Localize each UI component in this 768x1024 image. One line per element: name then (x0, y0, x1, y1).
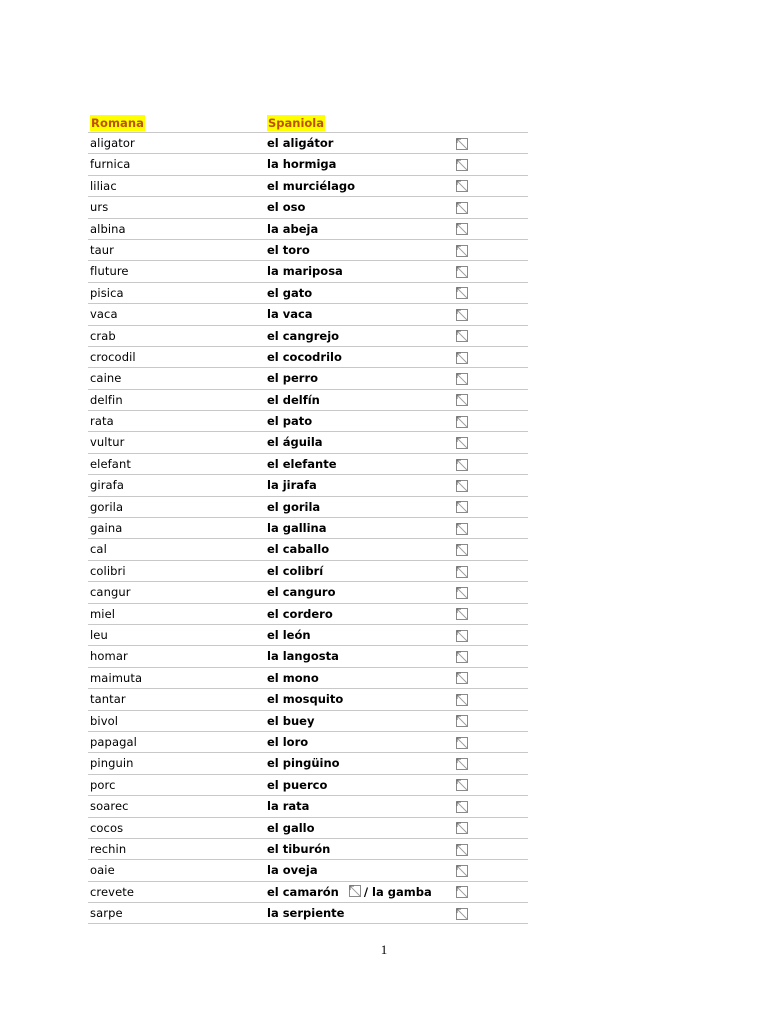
broken-image-icon[interactable] (456, 758, 468, 770)
audio-link-cell[interactable] (456, 458, 468, 470)
romanian-word: sarpe (90, 906, 123, 921)
spanish-word: el cangrejo (267, 328, 340, 343)
audio-link-cell[interactable] (456, 522, 468, 534)
audio-link-cell[interactable] (456, 608, 468, 620)
romanian-word: maimuta (90, 670, 143, 685)
broken-image-icon[interactable] (456, 865, 468, 877)
spanish-word: el perro (267, 371, 319, 386)
spanish-word: el tiburón (267, 841, 331, 856)
table-row (88, 197, 528, 218)
spanish-word: el loro (267, 734, 309, 749)
broken-image-icon[interactable] (456, 501, 468, 513)
audio-link-cell[interactable] (456, 757, 468, 769)
table-row (88, 625, 528, 646)
table-row (88, 347, 528, 368)
spanish-word: el aligátor (267, 136, 334, 150)
broken-image-icon[interactable] (456, 587, 468, 599)
spanish-word: la oveja (267, 863, 318, 878)
spanish-word: el león (267, 627, 311, 642)
table-row (88, 903, 528, 924)
table-header-row (88, 113, 528, 133)
audio-link-cell[interactable] (456, 629, 468, 641)
spanish-word: el elefante (267, 456, 337, 471)
audio-link-cell[interactable] (456, 565, 468, 577)
romanian-word: miel (90, 606, 116, 621)
audio-link-cell[interactable] (456, 394, 468, 406)
audio-link-cell[interactable] (456, 693, 468, 705)
romanian-word: aligator (90, 136, 135, 150)
audio-link-cell[interactable] (456, 886, 468, 898)
broken-image-icon[interactable] (456, 544, 468, 556)
audio-link-cell[interactable] (456, 436, 468, 448)
broken-image-icon[interactable] (456, 886, 468, 898)
page-number: 1 (380, 942, 388, 957)
romanian-word: leu (90, 627, 108, 642)
broken-image-icon[interactable] (456, 437, 468, 449)
audio-link-cell[interactable] (456, 330, 468, 342)
broken-image-icon[interactable] (456, 630, 468, 642)
broken-image-icon[interactable] (456, 159, 468, 171)
audio-link-cell[interactable] (456, 586, 468, 598)
broken-image-icon[interactable] (456, 779, 468, 791)
audio-link-cell[interactable] (456, 672, 468, 684)
spanish-word: el murciélago (267, 178, 355, 193)
romanian-word: furnica (90, 157, 131, 172)
table-row (88, 882, 528, 903)
romanian-word: cal (90, 542, 107, 557)
spanish-word: el delfín (267, 392, 320, 407)
spanish-word: el cordero (267, 606, 333, 621)
table-row (88, 668, 528, 689)
romanian-word: oaie (90, 863, 115, 878)
spanish-word: el mono (267, 670, 319, 685)
romanian-word: homar (90, 649, 128, 664)
romanian-word: gorila (90, 499, 124, 514)
table-row (88, 283, 528, 304)
table-row (88, 539, 528, 560)
audio-link-cell[interactable] (456, 843, 468, 855)
audio-link-cell[interactable] (456, 650, 468, 662)
broken-image-icon[interactable] (456, 245, 468, 257)
spanish-word: el puerco (267, 777, 328, 792)
spanish-word: el águila (267, 435, 323, 450)
table-row (88, 154, 528, 175)
broken-image-icon[interactable] (456, 459, 468, 471)
audio-link-cell[interactable] (456, 244, 468, 256)
table-row (88, 839, 528, 860)
romanian-word: caine (90, 371, 122, 386)
audio-link-cell[interactable] (456, 415, 468, 427)
spanish-word: la abeja (267, 221, 319, 236)
broken-image-icon[interactable] (456, 608, 468, 620)
audio-link-cell[interactable] (456, 907, 468, 919)
table-row (88, 582, 528, 603)
header-spanish-label: Spaniola (268, 116, 325, 130)
broken-image-icon[interactable] (349, 883, 361, 895)
table-row (88, 261, 528, 282)
spanish-word: el colibrí (267, 563, 324, 578)
broken-image-icon[interactable] (456, 822, 468, 834)
table-row (88, 753, 528, 774)
romanian-word: girafa (90, 478, 124, 493)
romanian-word: papagal (90, 734, 137, 749)
romanian-word: vaca (90, 307, 118, 322)
table-row (88, 711, 528, 732)
table-row (88, 775, 528, 796)
audio-link-cell[interactable] (456, 864, 468, 876)
audio-link-cell[interactable] (456, 137, 468, 149)
broken-image-icon[interactable] (456, 373, 468, 385)
spanish-word: la serpiente (267, 906, 345, 921)
table-row (88, 646, 528, 667)
table-row (88, 133, 528, 154)
romanian-word: crocodil (90, 349, 136, 364)
table-row (88, 497, 528, 518)
table-row (88, 219, 528, 240)
broken-image-icon[interactable] (456, 715, 468, 727)
broken-image-icon[interactable] (456, 694, 468, 706)
table-row (88, 732, 528, 753)
broken-image-icon[interactable] (456, 651, 468, 663)
romanian-word: pisica (90, 285, 124, 300)
spanish-word: el buey (267, 713, 315, 728)
spanish-word: la gallina (267, 521, 327, 536)
spanish-word: el gallo (267, 820, 315, 835)
table-row (88, 860, 528, 881)
broken-image-icon[interactable] (456, 309, 468, 321)
romanian-word: crevete (90, 884, 135, 899)
romanian-word: rata (90, 414, 114, 429)
spanish-word: la vaca (267, 307, 313, 322)
spanish-word-alternate: / la gamba (363, 884, 432, 899)
romanian-word: cangur (90, 585, 131, 600)
broken-image-icon[interactable] (456, 223, 468, 235)
romanian-word: crab (90, 328, 116, 343)
romanian-word: taur (90, 242, 114, 257)
romanian-word: soarec (90, 799, 129, 814)
spanish-word: la langosta (267, 649, 339, 664)
audio-link-cell[interactable] (456, 265, 468, 277)
spanish-word: la hormiga (267, 157, 337, 172)
broken-image-icon[interactable] (456, 844, 468, 856)
audio-link-cell[interactable] (456, 822, 468, 834)
audio-link-cell[interactable] (456, 372, 468, 384)
romanian-word: urs (90, 200, 109, 215)
romanian-word: colibri (90, 563, 126, 578)
broken-image-icon[interactable] (456, 523, 468, 535)
table-row (88, 689, 528, 710)
table-row (88, 561, 528, 582)
broken-image-icon[interactable] (456, 352, 468, 364)
audio-link-cell[interactable] (456, 715, 468, 727)
romanian-word: liliac (90, 178, 117, 193)
broken-image-icon[interactable] (456, 416, 468, 428)
audio-link-cell[interactable] (456, 779, 468, 791)
romanian-word: vultur (90, 435, 125, 450)
romanian-word: rechin (90, 841, 127, 856)
spanish-word: el mosquito (267, 692, 344, 707)
broken-image-icon[interactable] (456, 394, 468, 406)
table-row (88, 818, 528, 839)
spanish-word: el pingüino (267, 756, 340, 771)
spanish-word: el pato (267, 414, 313, 429)
broken-image-icon[interactable] (456, 801, 468, 813)
romanian-word: porc (90, 777, 116, 792)
broken-image-icon[interactable] (456, 480, 468, 492)
audio-link-cell[interactable] (456, 201, 468, 213)
audio-link-cell[interactable] (456, 736, 468, 748)
spanish-word: el oso (267, 200, 306, 215)
broken-image-icon[interactable] (456, 566, 468, 578)
table-row (88, 604, 528, 625)
header-romanian-label: Romana (91, 116, 145, 130)
romanian-word: fluture (90, 264, 129, 279)
table-row (88, 326, 528, 347)
broken-image-icon[interactable] (456, 908, 468, 920)
spanish-word (267, 882, 432, 903)
table-row (88, 475, 528, 496)
romanian-word: elefant (90, 456, 131, 471)
table-row (88, 368, 528, 389)
audio-link-cell[interactable] (456, 800, 468, 812)
audio-link-cell[interactable] (456, 501, 468, 513)
audio-link-cell[interactable] (456, 287, 468, 299)
spanish-word: la jirafa (267, 478, 317, 493)
audio-link-cell[interactable] (456, 351, 468, 363)
spanish-word: el gato (267, 285, 313, 300)
romanian-word: cocos (90, 820, 124, 835)
audio-link-cell[interactable] (456, 180, 468, 192)
vocabulary-table (88, 113, 528, 924)
broken-image-icon[interactable] (456, 266, 468, 278)
table-row (88, 432, 528, 453)
table-row (88, 390, 528, 411)
spanish-word: el gorila (267, 499, 321, 514)
header-spanish-cell (267, 113, 325, 133)
spanish-word: el cocodrilo (267, 349, 342, 364)
spanish-word: el toro (267, 242, 310, 257)
broken-image-icon[interactable] (456, 202, 468, 214)
audio-link-cell[interactable] (456, 308, 468, 320)
romanian-word: gaina (90, 521, 123, 536)
broken-image-icon[interactable] (456, 180, 468, 192)
table-row (88, 240, 528, 261)
spanish-word: el canguro (267, 585, 336, 600)
audio-link-cell[interactable] (456, 223, 468, 235)
spanish-word: la mariposa (267, 264, 343, 279)
romanian-word: pinguin (90, 756, 134, 771)
table-row (88, 454, 528, 475)
table-row (88, 304, 528, 325)
romanian-word: tantar (90, 692, 126, 707)
broken-image-icon[interactable] (456, 287, 468, 299)
table-row (88, 176, 528, 197)
spanish-word-main: el camarón (267, 884, 339, 899)
table-row (88, 796, 528, 817)
table-row (88, 518, 528, 539)
spanish-word: la rata (267, 799, 310, 814)
spanish-word: el caballo (267, 542, 330, 557)
audio-link-cell[interactable] (456, 543, 468, 555)
broken-image-icon[interactable] (456, 138, 468, 150)
romanian-word: bivol (90, 713, 119, 728)
table-row (88, 411, 528, 432)
header-romanian-cell (90, 113, 145, 133)
broken-image-icon[interactable] (456, 672, 468, 684)
audio-link-cell[interactable] (456, 158, 468, 170)
audio-link-cell[interactable] (456, 479, 468, 491)
romanian-word: delfin (90, 392, 123, 407)
romanian-word: albina (90, 221, 126, 236)
broken-image-icon[interactable] (456, 737, 468, 749)
broken-image-icon[interactable] (456, 330, 468, 342)
